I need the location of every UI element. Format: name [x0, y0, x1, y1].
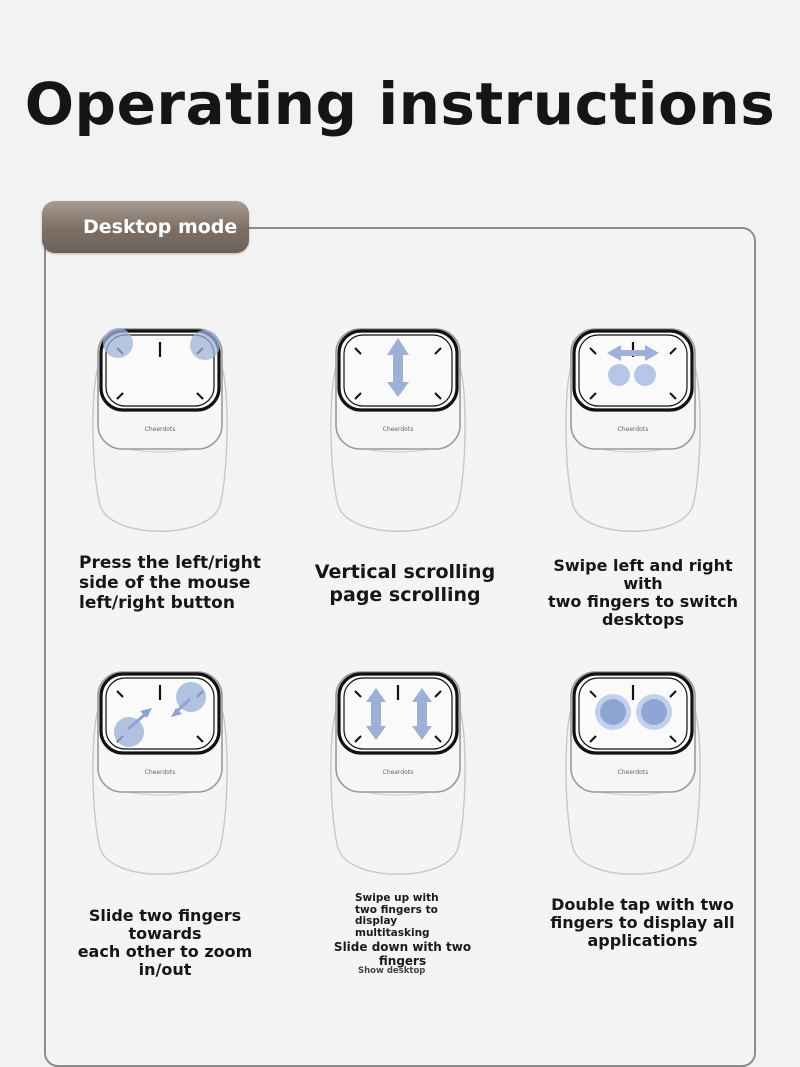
finger-icon: [634, 364, 656, 386]
brand-label: Cheerdots: [617, 426, 649, 433]
gesture-vertical-scroll-illustration: [298, 325, 498, 555]
page-title: Operating instructions: [24, 70, 776, 138]
gesture-click-illustration: [60, 325, 260, 555]
mouse-outline: [93, 672, 227, 874]
brand-label: Cheerdots: [144, 769, 176, 776]
left-finger-icon: [103, 328, 133, 358]
mouse-outline: [566, 672, 700, 874]
gesture-zoom-illustration: [60, 668, 260, 898]
finger-icon: [608, 364, 630, 386]
double-tap-finger-icon: [595, 694, 631, 730]
caption-show-desktop: Show desktop: [358, 966, 426, 976]
brand-label: Cheerdots: [144, 426, 176, 433]
gesture-swipe-desktops-illustration: [533, 325, 733, 555]
mouse-illustration: [533, 325, 733, 555]
caption-double-tap: Double tap with two fingers to display all applications: [550, 895, 735, 950]
brand-label: Cheerdots: [617, 769, 649, 776]
double-tap-finger-icon: [636, 694, 672, 730]
caption-vertical-scroll: Vertical scrolling page scrolling: [314, 561, 496, 606]
gesture-double-tap-illustration: [533, 668, 733, 898]
desktop-mode-tab: Desktop mode: [42, 201, 249, 253]
mouse-illustration: [60, 668, 260, 898]
brand-label: Cheerdots: [382, 769, 414, 776]
gesture-multitasking-illustration: [298, 668, 498, 898]
mouse-illustration: [533, 668, 733, 898]
mouse-illustration: [60, 325, 260, 555]
mouse-illustration: [298, 668, 498, 898]
mouse-outline: [331, 672, 465, 874]
caption-click: Press the left/right side of the mouse left/right button: [79, 553, 261, 613]
finger-icon: [114, 717, 144, 747]
caption-swipe-desktops: Swipe left and right with two fingers to switch desktops: [547, 556, 739, 629]
right-finger-icon: [190, 330, 220, 360]
caption-swipe-down: Slide down with two fingers: [333, 940, 472, 968]
mouse-outline: [566, 329, 700, 531]
caption-zoom: Slide two fingers towards each other to zoom in/out: [77, 906, 253, 979]
brand-label: Cheerdots: [382, 426, 414, 433]
caption-swipe-up-multitasking: Swipe up with two fingers to display multitasking: [355, 892, 439, 939]
mouse-illustration: [298, 325, 498, 555]
